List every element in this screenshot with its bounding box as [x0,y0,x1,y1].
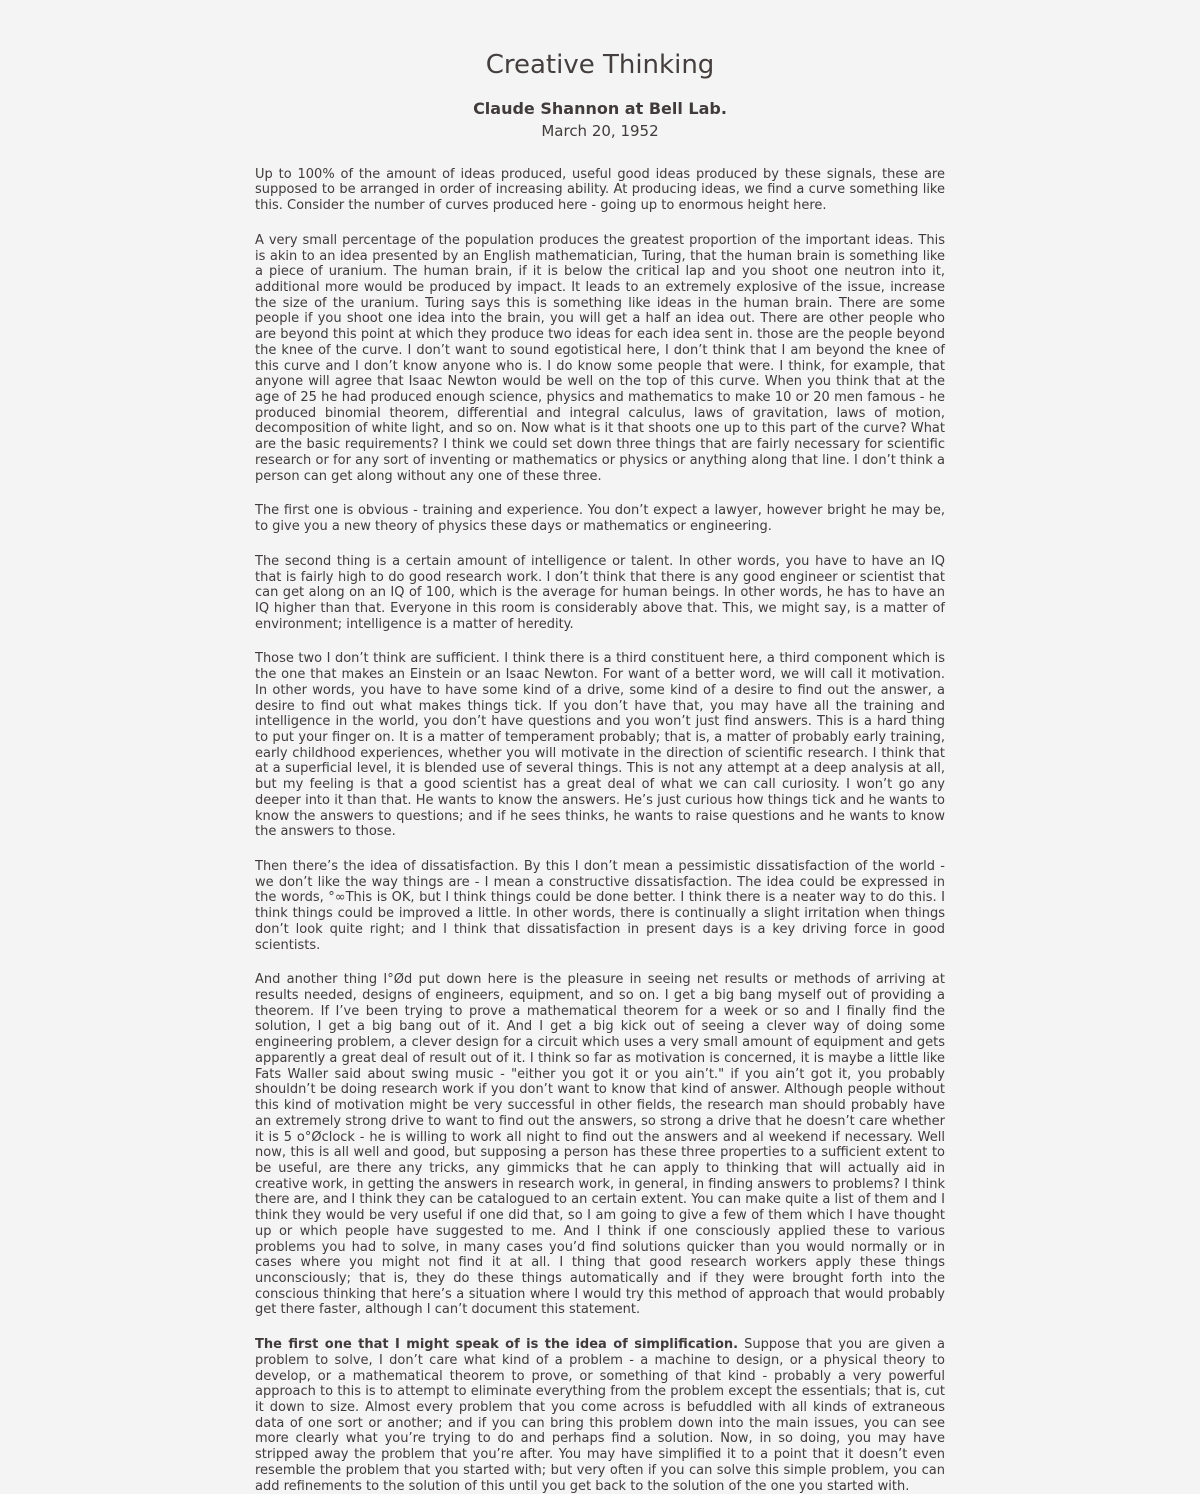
document-page [255,0,945,1494]
page-date: March 20, 1952 [541,121,659,140]
paragraph-simplification-body: Suppose that you are given a problem to solve, I don’t care what kind of a problem - a machine to design, or a physical theory to develop, or a mathematical theorem to prove, or something of that kind - probably a very powerful approach to this is to attempt to eliminate everything from the problem except the essentials; that is, cut it down to size. Almost every problem that you come across is befuddled with all kinds of extraneous data of one sort or another; and if you can bring this problem down into the main issues, you can see more clearly what you’re trying to do and perhaps find a solution. Now, in so doing, you may have stripped away the problem that you’re after. You may have simplified it to a point that it doesn’t even resemble the problem that you started with; but very often if you can solve this simple problem, you can add refinements to the solution of this until you get back to the solution of the one you started with. [255,1337,945,1494]
paragraph-pleasure-tricks: And another thing I°Ød put down here is the pleasure in seeing net results or methods of arriving at results needed, designs of engineers, equipment, and so on. I get a big bang myself out of providing a theorem. If I’ve been trying to prove a mathematical theorem for a week or so and I finally find the solution, I get a big bang out of it. And I get a big kick out of seeing a clever way of doing some engineering problem, a clever design for a circuit which uses a very small amount of equipment and gets apparently a great deal of result out of it. I think so far as motivation is concerned, it is maybe a little like Fats Waller said about swing music - "either you got it or you ain’t." if you ain’t got it, you probably shouldn’t be doing research work if you don’t want to know that kind of answer. Although people without this kind of motivation might be very successful in other fields, the research man should probably have an extremely strong drive to want to find out the answers, so strong a drive that he doesn’t care whether it is 5 o°Øclock - he is willing to work all night to find out the answers and al weekend if necessary. Well now, this is all well and good, but supposing a person has these three properties to a sufficient extent to be useful, are there any tricks, any gimmicks that he can apply to thinking that will actually aid in creative work, in getting the answers in research work, in general, in finding answers to problems? I think there are, and I think they can be catalogued to an certain extent. You can make quite a list of them and I think they would be very useful if one did that, so I am going to give a few of them which I have thought up or which people have suggested to me. And I think if one consciously applied these to various problems you had to solve, in many cases you’d find solutions quicker than you would normally or in cases where you might not find it at all. I thing that good research workers apply these things unconsciously; that is, they do these things automatically and if they were brought forth into the conscious thinking that here’s a situation where I would try this method of approach that would probably get there faster, although I can’t document this statement. [255,972,945,1318]
paragraph-uranium-curve: A very small percentage of the population produces the greatest proportion of the important ideas. This is akin to an idea presented by an English mathematician, Turing, that the human brain is something like a piece of uranium. The human brain, if it is below the critical lap and you shoot one neutron into it, additional more would be produced by impact. It leads to an extremely explosive of the issue, increase the size of the uranium. Turing says this is something like ideas in the human brain. There are some people if you shoot one idea into the brain, you will get a half an idea out. There are other people who are beyond this point at which they produce two ideas for each idea sent in. those are the people beyond the knee of the curve. I don’t want to sound egotistical here, I don’t think that I am beyond the knee of this curve and I don’t know anyone who is. I do know some people that were. I think, for example, that anyone will agree that Isaac Newton would be well on the top of this curve. When you think that at the age of 25 he had produced enough science, physics and mathematics to make 10 or 20 men famous - he produced binomial theorem, differential and integral calculus, laws of gravitation, laws of motion, decomposition of white light, and so on. Now what is it that shoots one up to this part of the curve? What are the basic requirements? I think we could set down three things that are fairly necessary for scientific research or for any sort of inventing or mathematics or physics or anything along that line. I don’t think a person can get along without any one of these three. [255,232,945,484]
paragraph-motivation: Those two I don’t think are sufficient. I think there is a third constituent here, a third component which is the one that makes an Einstein or an Isaac Newton. For want of a better word, we will call it motivation. In other words, you have to have some kind of a drive, some kind of a desire to find out the answer, a desire to find out what makes things tick. If you don’t have that, you may have all the training and intelligence in the world, you don’t have questions and you won’t just find answers. This is a hard thing to put your finger on. It is a matter of temperament probably; that is, a matter of probably early training, early childhood experiences, whether you will motivate in the direction of scientific research. I think that at a superficial level, it is blended use of several things. This is not any attempt at a deep analysis at all, but my feeling is that a good scientist has a great deal of what we can call curiosity. I won’t go any deeper into it than that. He wants to know the answers. He’s just curious how things tick and he wants to know the answers to questions; and if he sees thinks, he wants to raise questions and he wants to know the answers to those. [255,651,945,840]
paragraph-intelligence: The second thing is a certain amount of intelligence or talent. In other words, you have to have an IQ that is fairly high to do good research work. I don’t think that there is any good engineer or scientist that can get along on an IQ of 100, which is the average for human beings. In other words, he has to have an IQ higher than that. Everyone in this room is considerably above that. This, we might say, is a matter of environment; intelligence is a matter of heredity. [255,553,945,632]
paragraph-simplification-lead: The first one that I might speak of is the idea of simplification. [255,1337,739,1353]
paragraph-training-experience: The first one is obvious - training and experience. You don’t expect a lawyer, however bright he may be, to give you a new theory of physics these days or mathematics or engineering. [255,503,945,535]
page-subtitle: Claude Shannon at Bell Lab. [473,99,727,119]
paragraph-intro: Up to 100% of the amount of ideas produced, useful good ideas produced by these signals, these are supposed to be arranged in order of increasing ability. At producing ideas, we find a curve something like this. Consider the number of curves produced here - going up to enormous height here. [255,166,945,214]
paragraph-simplification [255,1337,945,1494]
page-title: Creative Thinking [485,50,715,80]
paragraph-dissatisfaction: Then there’s the idea of dissatisfaction. By this I don’t mean a pessimistic dissatisfaction of the world - we don’t like the way things are - I mean a constructive dissatisfaction. The idea could be expressed in the words, °∞This is OK, but I think things could be done better. I think there is a neater way to do this. I think things could be improved a little. In other words, there is continually a slight irritation when things don’t look quite right; and I think that dissatisfaction in present days is a key driving force in good scientists. [255,859,945,953]
